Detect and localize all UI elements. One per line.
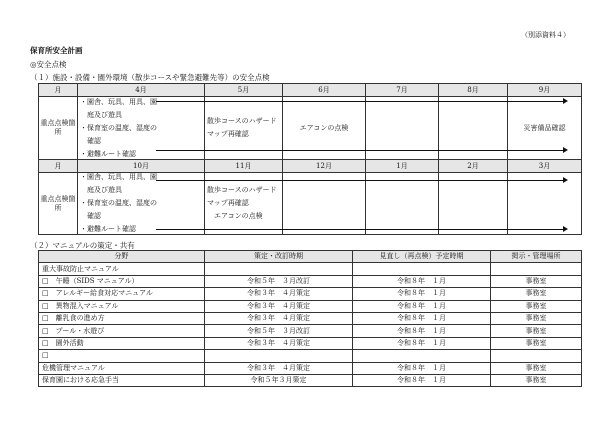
item-line: ・保育室の温度、湿度の xyxy=(80,123,157,132)
table-row xyxy=(39,350,582,362)
review-cell: 令和８年 １月 xyxy=(353,275,491,287)
item-line: ・園舎、玩具、用具、園 xyxy=(80,173,157,181)
date-cell xyxy=(205,350,353,362)
feb-cell xyxy=(439,173,508,235)
review-cell: 令和８年 １月 xyxy=(353,362,491,374)
date-cell: 令和３年 ４月策定 xyxy=(205,362,353,374)
place-cell: 事務室 xyxy=(491,275,582,287)
aircon-line: エアコンの点検 xyxy=(207,212,263,220)
col-header: 見直し（再点検）予定時期 xyxy=(353,251,491,263)
manual-name-cell: □ 園外活動 xyxy=(39,337,205,349)
nov-cell xyxy=(205,173,283,235)
mar-cell xyxy=(508,173,582,235)
section-heading: ◎安全点検 xyxy=(30,60,67,69)
table-row xyxy=(39,337,582,349)
review-cell xyxy=(353,350,491,362)
inspection-table xyxy=(38,83,582,235)
manual-rows xyxy=(39,263,582,387)
item-line: 庭及び遊具 xyxy=(80,186,122,194)
item-line: 確認 xyxy=(80,136,101,145)
attachment-note: （別添資料４） xyxy=(521,31,570,39)
hazard-map-line: マップ再確認 xyxy=(207,199,249,207)
page-title: 保育所安全計画 xyxy=(30,46,83,55)
sep-cell: 災害備品確認 xyxy=(508,97,582,160)
item-line: 確認 xyxy=(80,212,101,220)
month-cell: 2月 xyxy=(439,160,508,173)
review-cell: 令和８年 １月 xyxy=(353,288,491,300)
month-cell: 12月 xyxy=(283,160,366,173)
manual-name-cell: □ 午睡（SIDS マニュアル） xyxy=(39,275,205,287)
place-cell: 事務室 xyxy=(491,362,582,374)
date-cell: 令和５年３月策定 xyxy=(205,374,353,386)
jan-cell xyxy=(366,173,439,235)
manual-header-row xyxy=(39,251,582,263)
review-cell: 令和８年 １月 xyxy=(353,325,491,337)
date-cell: 令和３年 ４月策定 xyxy=(205,312,353,324)
col-header: 掲示・管理場所 xyxy=(491,251,582,263)
hazard-map-line: 散歩コースのハザード xyxy=(207,117,277,125)
table-row xyxy=(39,288,582,300)
table-row xyxy=(39,263,582,275)
item-line: ・避難ルート確認 xyxy=(80,149,136,158)
month-label: 月 xyxy=(39,84,78,97)
items-cell xyxy=(78,173,205,235)
date-cell: 令和３年 ４月策定 xyxy=(205,300,353,312)
month-cell: 5月 xyxy=(205,84,283,97)
month-cell: 10月 xyxy=(78,160,205,173)
arrow-line xyxy=(156,101,566,102)
date-cell xyxy=(205,263,353,275)
table-row xyxy=(39,362,582,374)
manual-name-cell: □ xyxy=(39,350,205,362)
arrow-line xyxy=(156,229,566,230)
dec-cell xyxy=(283,173,366,235)
month-cell: 8月 xyxy=(439,84,508,97)
jun-cell: エアコンの点検 xyxy=(283,97,366,160)
place-cell: 事務室 xyxy=(491,337,582,349)
item-line: 庭及び遊具 xyxy=(80,110,122,119)
place-cell xyxy=(491,350,582,362)
place-cell: 事務室 xyxy=(491,288,582,300)
row-label: 重点点検箇所 xyxy=(39,97,78,160)
place-cell: 事務室 xyxy=(491,300,582,312)
month-label: 月 xyxy=(39,160,78,173)
subsection-2-heading: （２）マニュアルの策定・共有 xyxy=(30,241,135,250)
place-cell: 事務室 xyxy=(491,374,582,386)
col-header: 分野 xyxy=(39,251,205,263)
subsection-1-heading: （１）施設・設備・園外環境（散歩コースや緊急避難先等）の安全点検 xyxy=(30,73,270,82)
month-cell: 7月 xyxy=(366,84,439,97)
month-cell: 4月 xyxy=(78,84,205,97)
table-row xyxy=(39,300,582,312)
row-label: 重点点検箇所 xyxy=(39,173,78,235)
manual-table xyxy=(38,250,582,387)
month-cell: 1月 xyxy=(366,160,439,173)
month-header-row-b xyxy=(39,160,582,173)
date-cell: 令和５年 ３月改訂 xyxy=(205,325,353,337)
table-row xyxy=(39,374,582,386)
month-cell: 11月 xyxy=(205,160,283,173)
manual-name-cell: □ 離乳食の進め方 xyxy=(39,312,205,324)
item-line: ・園舎、玩具、用具、園 xyxy=(80,97,157,106)
month-cell: 6月 xyxy=(283,84,366,97)
review-cell xyxy=(353,263,491,275)
place-cell: 事務室 xyxy=(491,312,582,324)
col-header: 策定・改訂時期 xyxy=(205,251,353,263)
item-line: ・保育室の温度、湿度の xyxy=(80,199,157,207)
review-cell: 令和８年 １月 xyxy=(353,300,491,312)
review-cell: 令和８年 １月 xyxy=(353,337,491,349)
hazard-map-line: マップ再確認 xyxy=(207,130,249,138)
manual-name-cell: □ 異物混入マニュアル xyxy=(39,300,205,312)
manual-name-cell: 重大事故防止マニュアル xyxy=(39,263,205,275)
review-cell: 令和８年 １月 xyxy=(353,374,491,386)
table-row xyxy=(39,312,582,324)
place-cell xyxy=(491,263,582,275)
manual-name-cell: □ アレルギー給食対応マニュアル xyxy=(39,288,205,300)
manual-name-cell: □ プール・水遊び xyxy=(39,325,205,337)
date-cell: 令和５年 ３月改訂 xyxy=(205,275,353,287)
inspection-row-b xyxy=(39,173,582,235)
date-cell: 令和３年 ４月策定 xyxy=(205,288,353,300)
month-cell: 9月 xyxy=(508,84,582,97)
place-cell: 事務室 xyxy=(491,325,582,337)
arrow-line xyxy=(156,180,566,181)
hazard-map-line: 散歩コースのハザード xyxy=(207,186,277,194)
table-row xyxy=(39,275,582,287)
arrow-line xyxy=(156,150,566,151)
manual-name-cell: 保育園における応急手当 xyxy=(39,374,205,386)
manual-name-cell: 危機管理マニュアル xyxy=(39,362,205,374)
review-cell: 令和８年 １月 xyxy=(353,312,491,324)
item-line: ・避難ルート確認 xyxy=(80,225,136,233)
date-cell: 令和３年 ４月策定 xyxy=(205,337,353,349)
table-row xyxy=(39,325,582,337)
month-cell: 3月 xyxy=(508,160,582,173)
month-header-row-a xyxy=(39,84,582,97)
